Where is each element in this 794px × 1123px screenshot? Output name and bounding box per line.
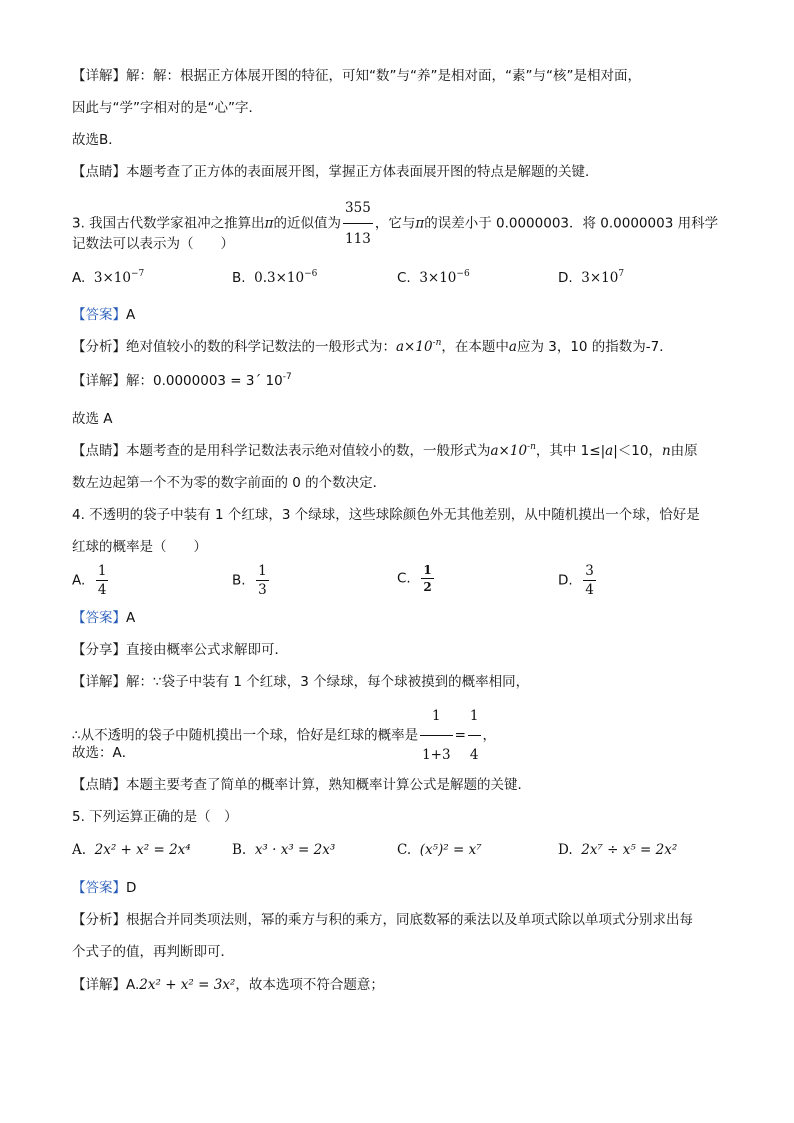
q3-comment-line1: 【点睛】本题考查的是用科学记数法表示绝对值较小的数，一般形式为$a\times 10^{-n}$，其中 1≤|a|＜10，n由原	[72, 442, 698, 459]
q5-analysis-line2: 个式子的值，再判断即可．	[72, 944, 234, 960]
q3-comment-line2: 数左边起第一个不为零的数字前面的 0 的个数决定．	[72, 475, 387, 491]
q3-option-d: D. $3\times 10^7$	[558, 269, 625, 286]
q3-option-a: A. $3\times 10^{-7}$	[72, 269, 145, 286]
q3-stem-line1: 3. 我国古代数学家祖冲之推算出π的近似值为 $\frac{355}{113}$ ，它与π的误差小于 0.0000003．将 0.0000003 用科学	[72, 194, 718, 253]
q5-stem: 5. 下列运算正确的是（ ）	[72, 809, 238, 825]
q4-option-d: D. $\frac{3}{4}$	[558, 563, 594, 598]
q5-option-a: A. 2x² + x² = 2x⁴	[72, 842, 191, 858]
q4-detail: 【详解】解：∵袋子中装有 1 个红球，3 个绿球，每个球被摸到的概率相同，	[72, 674, 530, 690]
q2-detail-line1: 【详解】解：解：根据正方体展开图的特征，可知“数”与“养”是相对面，“素”与“核”是相对面，	[72, 68, 641, 84]
detail-tag: 【详解】	[72, 68, 126, 84]
q5-option-c: C. (x⁵)² = x⁷	[397, 842, 482, 858]
q5-option-b: B. x³ · x³ = 2x³	[232, 842, 336, 858]
q3-option-b: B. $0.3\times 10^{-6}$	[232, 269, 318, 286]
q4-answer: 【答案】A	[72, 610, 136, 626]
q4-stem-line1: 4. 不透明的袋子中装有 1 个红球，3 个绿球，这些球除颜色外无其他差别，从中随机摸出一个球，恰好是	[72, 507, 700, 523]
q4-choose: 故选：A．	[72, 745, 136, 761]
q3-answer: 【答案】A	[72, 307, 136, 323]
answer-tag: 【答案】	[72, 307, 126, 323]
q3-analysis: 【分析】绝对值较小的数的科学记数法的一般形式为：$a\times 10^{-n}$，在本题中a应为 3，10 的指数为-7．	[72, 338, 673, 355]
q2-comment: 【点睛】本题考查了正方体的表面展开图，掌握正方体表面展开图的特点是解题的关键．	[72, 164, 599, 180]
q3-detail: 【详解】解：0.0000003 = 3´ $10^{-7}$	[72, 372, 292, 389]
q4-option-b: B. $\frac{1}{3}$	[232, 563, 267, 598]
q4-option-a: A. $\frac{1}{4}$	[72, 563, 107, 598]
q3-fraction: $\frac{355}{113}$	[343, 194, 373, 253]
comment-tag: 【点睛】	[72, 164, 126, 180]
share-tag: 【分享】	[72, 642, 126, 658]
q4-share: 【分享】直接由概率公式求解即可．	[72, 642, 288, 658]
q5-option-d: D. 2x⁷ ÷ x⁵ = 2x²	[558, 842, 678, 858]
q4-comment: 【点睛】本题主要考查了简单的概率计算，熟知概率计算公式是解题的关键．	[72, 777, 531, 793]
q5-answer: 【答案】D	[72, 880, 137, 896]
q5-analysis-line1: 【分析】根据合并同类项法则，幂的乘方与积的乘方，同底数幂的乘法以及单项式除以单项式分别求出每	[72, 912, 693, 928]
q4-therefore: ∴从不透明的袋子中随机摸出一个球，恰好是红球的概率是 $\frac{1}{1+3}$ = $\frac{1}{4}$ ，	[72, 698, 496, 773]
q4-option-c: C. $\frac{1}{2}$	[397, 563, 432, 594]
q3-option-c: C. $3\times 10^{-6}$	[397, 269, 470, 286]
q2-choose: 故选B．	[72, 132, 122, 148]
q2-detail-line2: 因此与“学”字相对的是“心”字．	[72, 100, 262, 116]
q3-stem-line2: 记数法可以表示为（ ）	[72, 236, 234, 252]
q3-choose: 故选 A	[72, 411, 113, 427]
q4-stem-line2: 红球的概率是（ ）	[72, 539, 207, 555]
analysis-tag: 【分析】	[72, 339, 126, 355]
q5-detail: 【详解】A.2x² + x² = 3x²，故本选项不符合题意；	[72, 977, 384, 993]
